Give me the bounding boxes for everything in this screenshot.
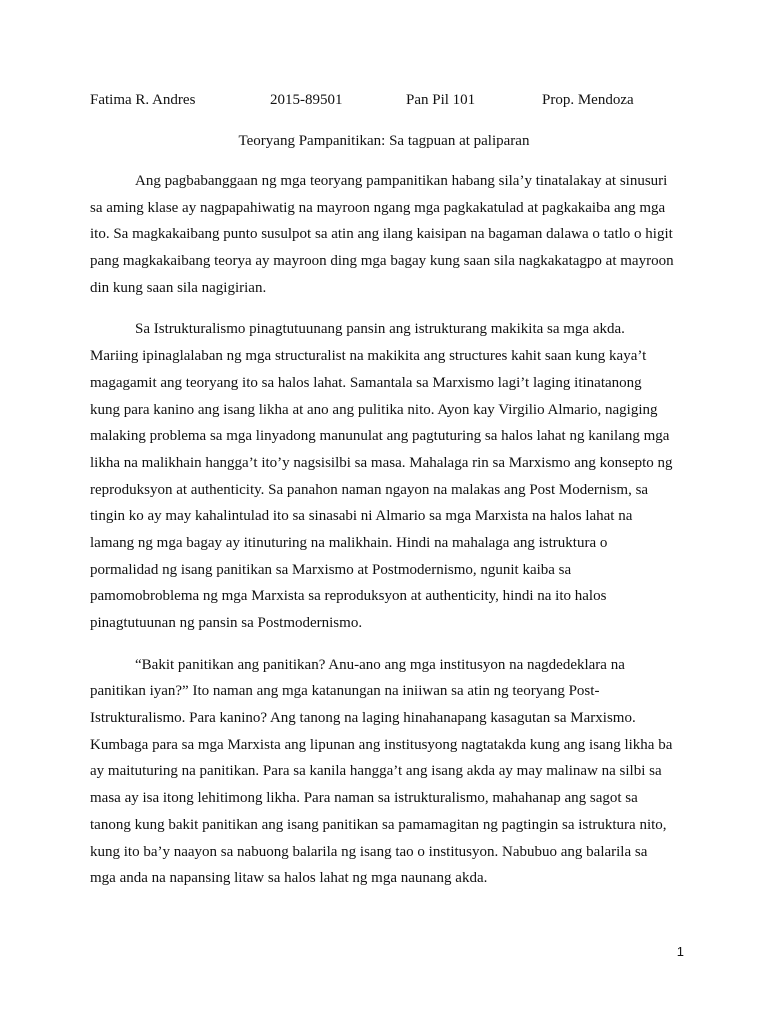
text-line: kung para kanino ang isang likha at ano ang pulitika nito. Ayon kay Virgilio Almario, nagiging <box>90 401 658 418</box>
text-line: pinagtutuunan ng pansin sa Postmodernismo. <box>90 615 363 631</box>
text-line: tingin ko ay may kahalintulad ito sa sinasabi ni Almario sa mga Marxista na halos lahat na <box>90 508 633 525</box>
text-line: pamomobroblema ng mga Marxista sa reproduksyon at authenticity, hindi na ito halos <box>90 588 607 605</box>
text-line: magagamit ang teoryang ito sa halos lahat. Samantala sa Marxismo lagi’t laging itinatanong <box>90 374 642 391</box>
paragraph <box>90 316 680 636</box>
text-line: likha na malikhain hangga’t ito’y nagsisilbi sa masa. Mahalaga rin sa Marxismo ang konsepto ng <box>90 454 673 471</box>
text-line: lamang ng mga bagay ay itinuturing na malikhain. Hindi na mahalaga ang istruktura o <box>90 534 608 551</box>
text-line: panitikan iyan?” Ito naman ang mga katanungan na iniiwan sa atin ng teoryang Post- <box>90 683 600 700</box>
paragraph <box>90 168 680 301</box>
text-line: Mariing ipinaglalaban ng mga structuralist na makikita ang structures kahit saan kung kaya’t <box>90 348 647 365</box>
text-line: “Bakit panitikan ang panitikan? Anu-ano ang mga institusyon na nagdedeklara na <box>135 656 625 673</box>
text-line: pang magkakaibang teorya ay mayroon ding mga bagay kung saan sila nagkakatagpo at mayroon <box>90 253 674 270</box>
course-code: Pan Pil 101 <box>406 92 476 108</box>
text-line: kung ito ba’y naayon sa nabuong balarila ng isang tao o institusyon. Nabubuo ang balarila sa <box>90 843 648 860</box>
page-number: 1 <box>676 944 684 959</box>
text-line: tanong kung bakit panitikan ang isang panitikan sa pamamagitan ng pagtingin sa istruktura nito, <box>90 816 667 833</box>
text-line: ay maituturing na panitikan. Para sa kanila hangga’t ang isang akda ay may malinaw na silbi sa <box>90 763 662 780</box>
text-line: pormalidad ng isang panitikan sa Marxismo at Postmodernismo, ngunit kaiba sa <box>90 561 572 578</box>
essay-body <box>90 168 680 907</box>
text-line: Istrukturalismo. Para kanino? Ang tanong na laging hinahanapang kasagutan sa Marxismo. <box>90 710 636 727</box>
document-title: Teoryang Pampanitikan: Sa tagpuan at paliparan <box>238 133 530 149</box>
text-line: ito. Sa magkakaibang punto susulpot sa atin ang ilang kaisipan na bagaman dalawa o tatlo o higit <box>90 226 673 243</box>
student-id: 2015-89501 <box>270 92 343 108</box>
professor-name: Prop. Mendoza <box>542 92 634 108</box>
text-line: malaking problema sa mga linyadong manunulat ang pagtuturing sa halos lahat ng kanilang mga <box>90 428 670 445</box>
header-line <box>90 92 690 112</box>
text-line: din kung saan sila nagigirian. <box>90 279 267 296</box>
text-line: masa ay isa itong lehitimong likha. Para naman sa istrukturalismo, mahahanap ang sagot sa <box>90 790 638 807</box>
paragraph <box>90 652 680 892</box>
text-line: reproduksyon at authenticity. Sa panahon naman ngayon na malakas ang Post Modernism, sa <box>90 481 649 498</box>
text-line: Kumbaga para sa mga Marxista ang lipunan ang institusyong nagtatakda kung ang isang likha ba <box>90 736 673 753</box>
author-name: Fatima R. Andres <box>90 92 196 108</box>
text-line: Ang pagbabanggaan ng mga teoryang pampanitikan habang sila’y tinatalakay at sinusuri <box>135 173 668 189</box>
text-line: mga anda na napansing litaw sa halos lahat ng mga naunang akda. <box>90 870 488 887</box>
text-line: sa aming klase ay nagpapahiwatig na mayroon ngang mga pagkakatulad at pagkakaiba ang mga <box>90 199 666 216</box>
text-line: Sa Istrukturalismo pinagtutuunang pansin ang istrukturang makikita sa mga akda. <box>135 321 625 338</box>
